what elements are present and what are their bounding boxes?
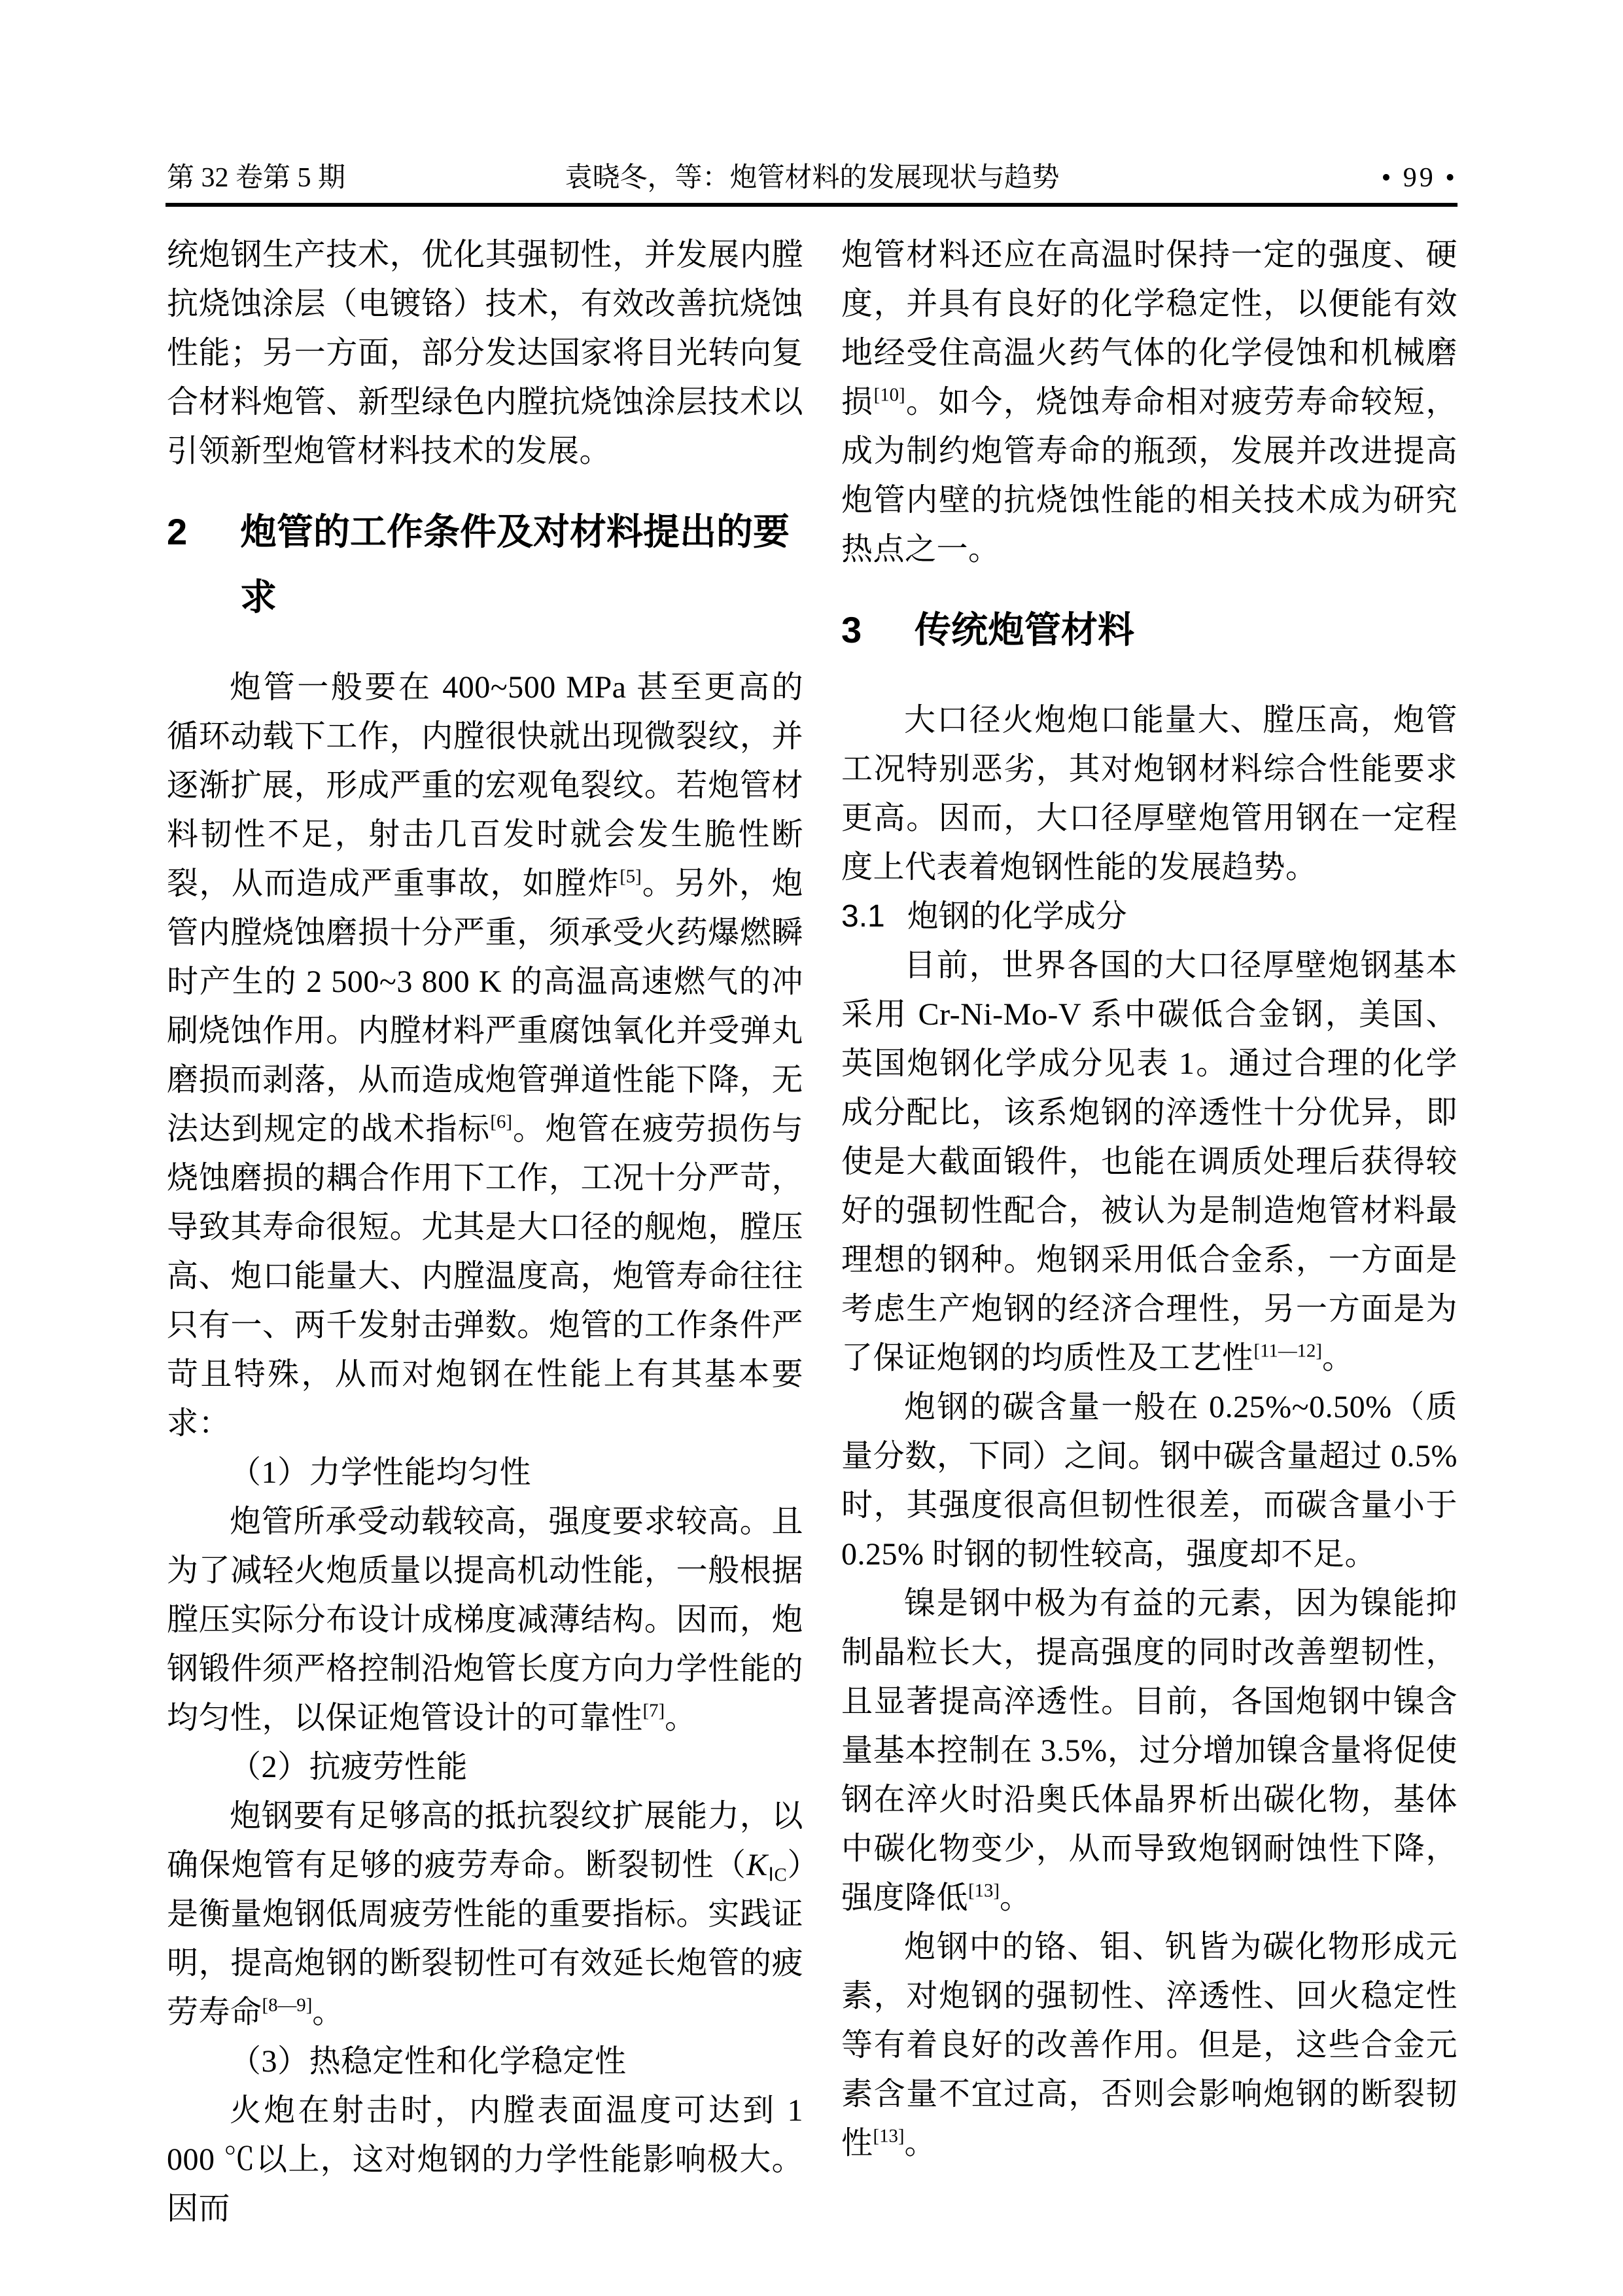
heading-title: 炮管的工作条件及对材料提出的要求 [240,511,790,618]
subscript-text: ⅠC [767,1864,787,1886]
paragraph [167,1792,803,2037]
text-run: K [746,1848,768,1882]
paragraph [841,1922,1457,2168]
text-run: 炮钢中的铬、钼、钒皆为碳化物形成元素，对炮钢的强韧性、淬透性、回火稳定性等有着良好的改善作用。但是，这些合金元素含量不宜过高，否则会影响炮钢的断裂韧性 [841,1930,1457,2161]
text-run: 。 [1000,1881,1032,1915]
text-run: 。炮管在疲劳损伤与烧蚀磨损的耦合作用下工作，工况十分严苛，导致其寿命很短。尤其是大口径的舰炮，膛压高、炮口能量大、内膛温度高，炮管寿命往往只有一、两千发射击弹数。炮管的工作条件严苛且特殊，从而对炮钢在性能上有其基本要求： [167,1112,803,1441]
text-run: 统炮钢生产技术，优化其强韧性，并发展内膛抗烧蚀涂层（电镀铬）技术，有效改善抗烧蚀性能；另一方面，部分发达国家将目光转向复合材料炮管、新型绿色内膛抗烧蚀涂层技术以引领新型炮管材料技术的发展。 [167,238,803,468]
text-run: 炮管材料还应在高温时保持一定的强度、硬度，并具有良好的化学稳定性，以便能有效地经受住高温火药气体的化学侵蚀和机械磨损 [841,238,1457,419]
text-run: 炮钢要有足够高的抵抗裂纹扩展能力，以确保炮管有足够的疲劳寿命。断裂韧性（ [167,1799,803,1882]
paragraph [167,230,803,476]
section-heading [841,597,1457,663]
paragraph [841,230,1457,574]
citation-superscript: [13] [873,2125,905,2147]
text-run: 大口径火炮炮口能量大、膛压高，炮管工况特别恶劣，其对炮钢材料综合性能要求更高。因而，大口径厚壁炮管用钢在一定程度上代表着炮钢性能的发展趋势。 [841,703,1457,885]
paragraph [167,2086,803,2233]
header-rule [166,203,1457,207]
right-column [841,230,1457,2233]
text-run: （1）力学性能均匀性 [230,1455,532,1490]
text-run: 炮管一般要在 400~500 MPa 甚至更高的循环动载下工作，内膛很快就出现微裂纹，并逐渐扩展，形成严重的宏观龟裂纹。若炮管材料韧性不足，射击几百发时就会发生脆性断裂，从而造成严重事故，如膛炸 [167,670,803,901]
text-run: 目前，世界各国的大口径厚壁炮钢基本采用 Cr-Ni-Mo-V 系中碳低合金钢，美国、英国炮钢化学成分见表 1。通过合理的化学成分配比，该系炮钢的淬透性十分优异，即使是大截面锻件，也能在调质处理后获得较好的强韧性配合，被认为是制造炮管材料最理想的钢种。炮钢采用低合金系，一方面是考虑生产炮钢的经济合理性，另一方面是为了保证炮钢的均质性及工艺性 [841,948,1457,1375]
heading-title: 传统炮管材料 [915,609,1134,650]
paragraph [167,1497,803,1742]
text-run: 镍是钢中极为有益的元素，因为镍能抑制晶粒长大，提高强度的同时改善塑韧性，且显著提高淬透性。目前，各国炮钢中镍含量基本控制在 3.5%，过分增加镍含量将促使钢在淬火时沿奥氏体晶界析出碳化物，基体中碳化物变少，从而导致炮钢耐蚀性下降，强度降低 [841,1586,1457,1915]
paragraph [167,1448,803,1497]
citation-superscript: [13] [968,1880,1000,1901]
text-run: （2）抗疲劳性能 [230,1750,468,1784]
citation-superscript: [8—9] [262,1994,313,2016]
text-run: ）是衡量炮钢低周疲劳性能的重要指标。实践证明，提高炮钢的断裂韧性可有效延长炮管的疲劳寿命 [167,1848,803,2030]
citation-superscript: [11—12] [1253,1340,1323,1362]
page-header [167,158,1457,198]
paragraph [841,696,1457,892]
text-run: 。 [904,2126,937,2161]
left-column [167,230,803,2233]
text-run: 。另外，炮管内膛烧蚀磨损十分严重，须承受火药爆燃瞬时产生的 2 500~3 800 K 的高温高速燃气的冲刷烧蚀作用。内膛材料严重腐蚀氧化并受弹丸磨损而剥落，从而造成炮管弹道性能下降，无法达到规定的战术指标 [167,866,803,1146]
heading-number: 3 [841,609,862,650]
page-number: • 99 • [1381,163,1457,193]
page-body [167,230,1457,2233]
heading-number: 3.1 [841,899,885,934]
citation-superscript: [5] [620,866,642,887]
paragraph [167,1742,803,1792]
text-run: 。 [1322,1341,1354,1375]
paragraph [167,663,803,1448]
volume-issue: 第 32 卷第 5 期 [167,163,346,193]
citation-superscript: [10] [873,384,905,406]
text-run: 炮管所承受动载较高，强度要求较高。且为了减轻火炮质量以提高机动性能，一般根据膛压实际分布设计成梯度减薄结构。因而，炮钢锻件须严格控制沿炮管长度方向力学性能的均匀性，以保证炮管设计的可靠性 [167,1504,803,1735]
paragraph [841,1579,1457,1922]
paragraph [841,941,1457,1383]
heading-number: 2 [167,511,188,552]
subsection-heading [841,892,1457,941]
text-run: 。 [312,1995,344,2030]
paragraph [167,2037,803,2086]
citation-superscript: [7] [642,1700,665,1722]
text-run: 。 [665,1701,697,1735]
citation-superscript: [6] [490,1111,512,1133]
running-title: 袁晓冬，等：炮管材料的发展现状与趋势 [565,163,1060,193]
text-run: 炮钢的碳含量一般在 0.25%~0.50%（质量分数，下同）之间。钢中碳含量超过 0.5% 时，其强度很高但韧性很差，而碳含量小于 0.25% 时钢的韧性较高，强度却不足。 [841,1390,1457,1572]
text-run: 。如今，烧蚀寿命相对疲劳寿命较短，成为制约炮管寿命的瓶颈，发展并改进提高炮管内壁的抗烧蚀性能的相关技术成为研究热点之一。 [841,385,1457,567]
heading-title: 炮钢的化学成分 [907,899,1127,934]
text-run: 火炮在射击时，内膛表面温度可达到 1 000 ℃以上，这对炮钢的力学性能影响极大。因而 [167,2093,803,2226]
text-run: （3）热稳定性和化学稳定性 [230,2044,627,2079]
section-heading [167,499,803,630]
paragraph [841,1383,1457,1579]
